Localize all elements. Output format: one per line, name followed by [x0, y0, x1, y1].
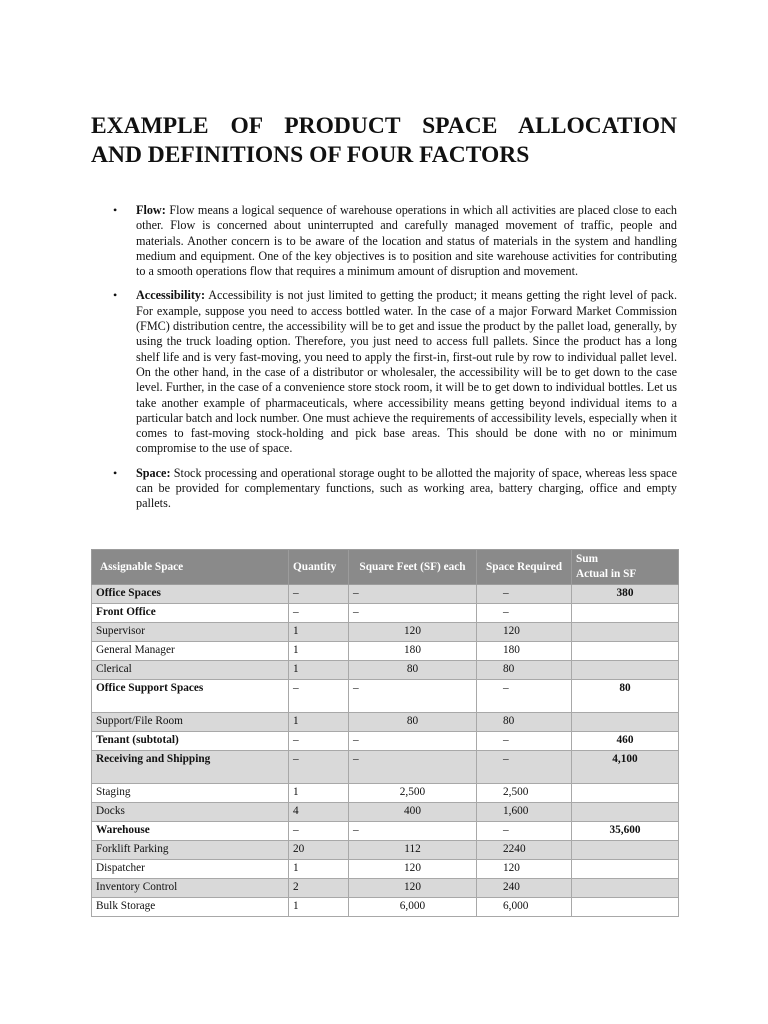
table-row: [92, 879, 679, 898]
cell-sum-actual: [572, 642, 679, 661]
header-sf-each: Square Feet (SF) each: [349, 550, 477, 585]
cell-space-required: 1,600: [477, 803, 572, 822]
cell-sf-each: 2,500: [349, 784, 477, 803]
cell-space-required: 2240: [477, 841, 572, 860]
cell-space-required: 2,500: [477, 784, 572, 803]
table-header-row: [92, 550, 679, 585]
cell-quantity: 4: [289, 803, 349, 822]
cell-sf-each: –: [349, 680, 477, 713]
cell-quantity: 1: [289, 623, 349, 642]
header-sum-line2: Actual in SF: [576, 568, 637, 580]
cell-space-required: 80: [477, 661, 572, 680]
cell-sum-actual: [572, 661, 679, 680]
cell-assignable-space: Office Support Spaces: [92, 680, 289, 713]
table-row: [92, 822, 679, 841]
cell-sum-actual: [572, 623, 679, 642]
cell-sum-actual: 4,100: [572, 751, 679, 784]
cell-sf-each: 120: [349, 860, 477, 879]
cell-space-required: 120: [477, 623, 572, 642]
factor-list: [91, 203, 677, 521]
bullet-dot-icon: •: [113, 203, 118, 217]
cell-assignable-space: Warehouse: [92, 822, 289, 841]
table-row: [92, 784, 679, 803]
cell-assignable-space: Bulk Storage: [92, 898, 289, 917]
cell-space-required: –: [477, 585, 572, 604]
bullet-term: Accessibility:: [136, 288, 206, 303]
cell-quantity: 1: [289, 642, 349, 661]
cell-quantity: 2: [289, 879, 349, 898]
table-row: [92, 898, 679, 917]
cell-quantity: 1: [289, 784, 349, 803]
cell-space-required: 6,000: [477, 898, 572, 917]
cell-space-required: 120: [477, 860, 572, 879]
cell-sum-actual: 380: [572, 585, 679, 604]
table-row: [92, 623, 679, 642]
cell-space-required: 240: [477, 879, 572, 898]
cell-sum-actual: [572, 841, 679, 860]
cell-assignable-space: Tenant (subtotal): [92, 732, 289, 751]
table-row: [92, 642, 679, 661]
cell-sum-actual: [572, 898, 679, 917]
cell-quantity: –: [289, 822, 349, 841]
header-sum: [572, 550, 679, 585]
cell-sf-each: 180: [349, 642, 477, 661]
table-body: [92, 585, 679, 917]
table-row: [92, 841, 679, 860]
cell-assignable-space: Dispatcher: [92, 860, 289, 879]
header-space-required: Space Required: [477, 550, 572, 585]
cell-quantity: –: [289, 585, 349, 604]
cell-assignable-space: Receiving and Shipping: [92, 751, 289, 784]
cell-assignable-space: Clerical: [92, 661, 289, 680]
cell-assignable-space: Staging: [92, 784, 289, 803]
cell-assignable-space: Inventory Control: [92, 879, 289, 898]
cell-quantity: 1: [289, 661, 349, 680]
cell-space-required: –: [477, 680, 572, 713]
cell-assignable-space: General Manager: [92, 642, 289, 661]
cell-sum-actual: 35,600: [572, 822, 679, 841]
cell-assignable-space: Docks: [92, 803, 289, 822]
cell-sf-each: –: [349, 732, 477, 751]
cell-space-required: –: [477, 732, 572, 751]
bullet-dot-icon: •: [113, 288, 118, 303]
cell-sum-actual: [572, 604, 679, 623]
bullet-term: Space:: [136, 465, 171, 480]
cell-sum-actual: 460: [572, 732, 679, 751]
cell-sf-each: 80: [349, 713, 477, 732]
bullet-space: [91, 466, 677, 512]
cell-quantity: 20: [289, 841, 349, 860]
cell-quantity: 1: [289, 713, 349, 732]
table-row: [92, 860, 679, 879]
cell-quantity: –: [289, 680, 349, 713]
cell-assignable-space: Forklift Parking: [92, 841, 289, 860]
bullet-term: Flow:: [136, 203, 166, 217]
cell-assignable-space: Office Spaces: [92, 585, 289, 604]
header-assignable-space: Assignable Space: [92, 550, 289, 585]
table-row: [92, 680, 679, 713]
cell-quantity: –: [289, 604, 349, 623]
header-sum-line1: Sum: [576, 553, 598, 565]
page-title: [91, 112, 677, 170]
cell-space-required: 80: [477, 713, 572, 732]
table-row: [92, 732, 679, 751]
table-row: [92, 803, 679, 822]
bullet-text: Accessibility is not just limited to getting the product; it means getting the right level of pack. For example, suppose you need to access bottled water. In the case of a major Forward Market Commission (FMC) distribution centre, the accessibility will be to get and issue the product by the pallet load, generally, by using the truck loading option. Therefore, you just need to access full pallets. Since the product has a long shelf life and is very fast-moving, you need to apply the first-in, first-out rule by row to individual pallet level. On the other hand, in the case of a distributor or wholesaler, the accessibility will be to get down to the case level. Further, in the case of a convenience store stock room, it will be to get down to individual bottles. Let us take another example of pharmaceuticals, where accessibility means getting beyond individual items to a particular batch and lock number. One must achieve the requirements of accessibility levels, especially when it comes to fast-moving stock-holding and pick base areas. This should be done with no or minimum compromise to the use of space.: [136, 288, 677, 456]
cell-quantity: 1: [289, 860, 349, 879]
cell-sf-each: –: [349, 751, 477, 784]
bullet-accessibility: [91, 288, 677, 456]
cell-quantity: –: [289, 732, 349, 751]
table-row: [92, 751, 679, 784]
cell-sum-actual: [572, 803, 679, 822]
cell-sf-each: –: [349, 585, 477, 604]
cell-space-required: –: [477, 604, 572, 623]
table-row: [92, 604, 679, 623]
cell-sf-each: 120: [349, 623, 477, 642]
cell-sum-actual: [572, 860, 679, 879]
cell-sf-each: 120: [349, 879, 477, 898]
cell-sf-each: –: [349, 822, 477, 841]
cell-space-required: –: [477, 751, 572, 784]
header-quantity: Quantity: [289, 550, 349, 585]
table-row: [92, 585, 679, 604]
cell-sf-each: –: [349, 604, 477, 623]
document-page: [91, 112, 677, 511]
bullet-text: Stock processing and operational storage ought to be allotted the majority of space, whereas less space can be provided for complementary functions, such as working area, battery charging, office and empty pallets.: [136, 465, 677, 511]
cell-sum-actual: [572, 879, 679, 898]
table-row: [92, 661, 679, 680]
cell-sum-actual: [572, 713, 679, 732]
bullet-flow: [91, 203, 677, 279]
title-line-2: AND DEFINITIONS OF FOUR FACTORS: [91, 142, 530, 168]
cell-sf-each: 400: [349, 803, 477, 822]
bullet-dot-icon: •: [113, 465, 118, 480]
cell-space-required: 180: [477, 642, 572, 661]
cell-sf-each: 6,000: [349, 898, 477, 917]
cell-sf-each: 80: [349, 661, 477, 680]
cell-sf-each: 112: [349, 841, 477, 860]
cell-quantity: 1: [289, 898, 349, 917]
cell-assignable-space: Front Office: [92, 604, 289, 623]
cell-space-required: –: [477, 822, 572, 841]
title-line-1: EXAMPLE OF PRODUCT SPACE ALLOCATION: [91, 113, 677, 139]
cell-sum-actual: [572, 784, 679, 803]
cell-quantity: –: [289, 751, 349, 784]
space-allocation-table: [91, 549, 679, 917]
table-row: [92, 713, 679, 732]
bullet-text: Flow means a logical sequence of warehouse operations in which all activities are placed close to each other. Flow is concerned about uninterrupted and carefully managed movement of traffic, people and materials. Another concern is to be aware of the location and status of materials in the system and handling medium and equipment. One of the key objectives is to position and site warehouse activities for contributing to a smooth operations flow that requires a minimum amount of disruption and movement.: [136, 203, 677, 279]
cell-sum-actual: 80: [572, 680, 679, 713]
cell-assignable-space: Supervisor: [92, 623, 289, 642]
cell-assignable-space: Support/File Room: [92, 713, 289, 732]
